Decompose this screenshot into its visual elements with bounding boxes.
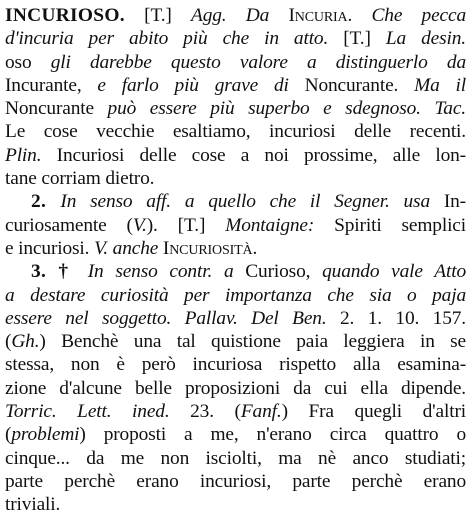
citation: Plin. xyxy=(5,144,42,166)
entry-line: e incuriosi. V. anche Incuriosità. xyxy=(5,237,258,259)
source-tag: [T.] xyxy=(124,5,192,26)
entry-line: (problemi) proposti a me, n'erano circa quattro o xyxy=(5,424,466,446)
citation: Torric. Lett. ined. xyxy=(5,401,170,423)
cross-reference: Incuriosità xyxy=(162,237,253,259)
cross-reference: Incuria xyxy=(288,5,348,26)
entry-line: zione d'alcune belle proposizioni da cui ella dipende. xyxy=(5,377,466,399)
entry-line: cinque... da me non isciolti, ma nè anco studiati; xyxy=(5,447,466,469)
entry-line: stessa, non è però incuriosa rispetto alla esamina- xyxy=(5,354,466,376)
source-tag: [T.] xyxy=(328,28,386,50)
entry-line: a destare curiosità per importanza che sia o paja xyxy=(5,284,466,306)
sense-3: 3. † In senso contr. a Curioso, quando vale Atto xyxy=(31,261,466,283)
entry-line: triviali. xyxy=(5,494,61,516)
entry-line: oso gli darebbe questo valore a distinguerlo da xyxy=(5,51,466,73)
sense-2: 2. In senso aff. a quello che il Segner. usa In- xyxy=(31,191,466,213)
entry-line: d'incuria per abito più che in atto. [T.] La desin. xyxy=(5,28,466,50)
entry-line: parte perchè erano incuriosi, parte perchè erano xyxy=(5,470,466,492)
entry-line: INCURIOSO. [T.] Agg. Da Incuria. Che pecca xyxy=(5,5,466,26)
entry-line: curiosamente (V.). [T.] Montaigne: Spiriti semplici xyxy=(5,214,466,236)
sense-number: 3. † xyxy=(31,261,88,283)
entry-line: Torric. Lett. ined. 23. (Fanf.) Fra quegli d'altri xyxy=(5,401,466,423)
quotation: Incuriosi delle cose a noi prossime, alle lon- xyxy=(41,144,466,166)
definition: Che pecca xyxy=(371,5,466,26)
quotation: Le cose vecchie esaltiamo, incuriosi delle recenti. xyxy=(5,121,466,143)
entry-line xyxy=(5,120,466,143)
entry-line: essere nel soggetto. Pallav. Del Ben. 2. 1. 10. 157. xyxy=(5,307,466,329)
citation: Montaigne: xyxy=(225,214,315,236)
definition: d'incuria per abito più che in atto. xyxy=(5,28,329,50)
grammar-label: Agg. Da xyxy=(191,5,289,26)
entry-line: tane corriam dietro. xyxy=(5,168,155,190)
entry-line: Incurante, e farlo più grave di Noncurante. Ma il xyxy=(5,74,466,96)
headword: INCURIOSO. xyxy=(5,5,125,26)
entry-line: (Gh.) Benchè una tal quistione paia leggiera in se xyxy=(5,331,466,353)
entry-line: Noncurante può essere più superbo e sdegnoso. Tac. xyxy=(5,98,466,120)
sense-number: 2. xyxy=(31,191,61,213)
entry-line xyxy=(5,144,466,167)
